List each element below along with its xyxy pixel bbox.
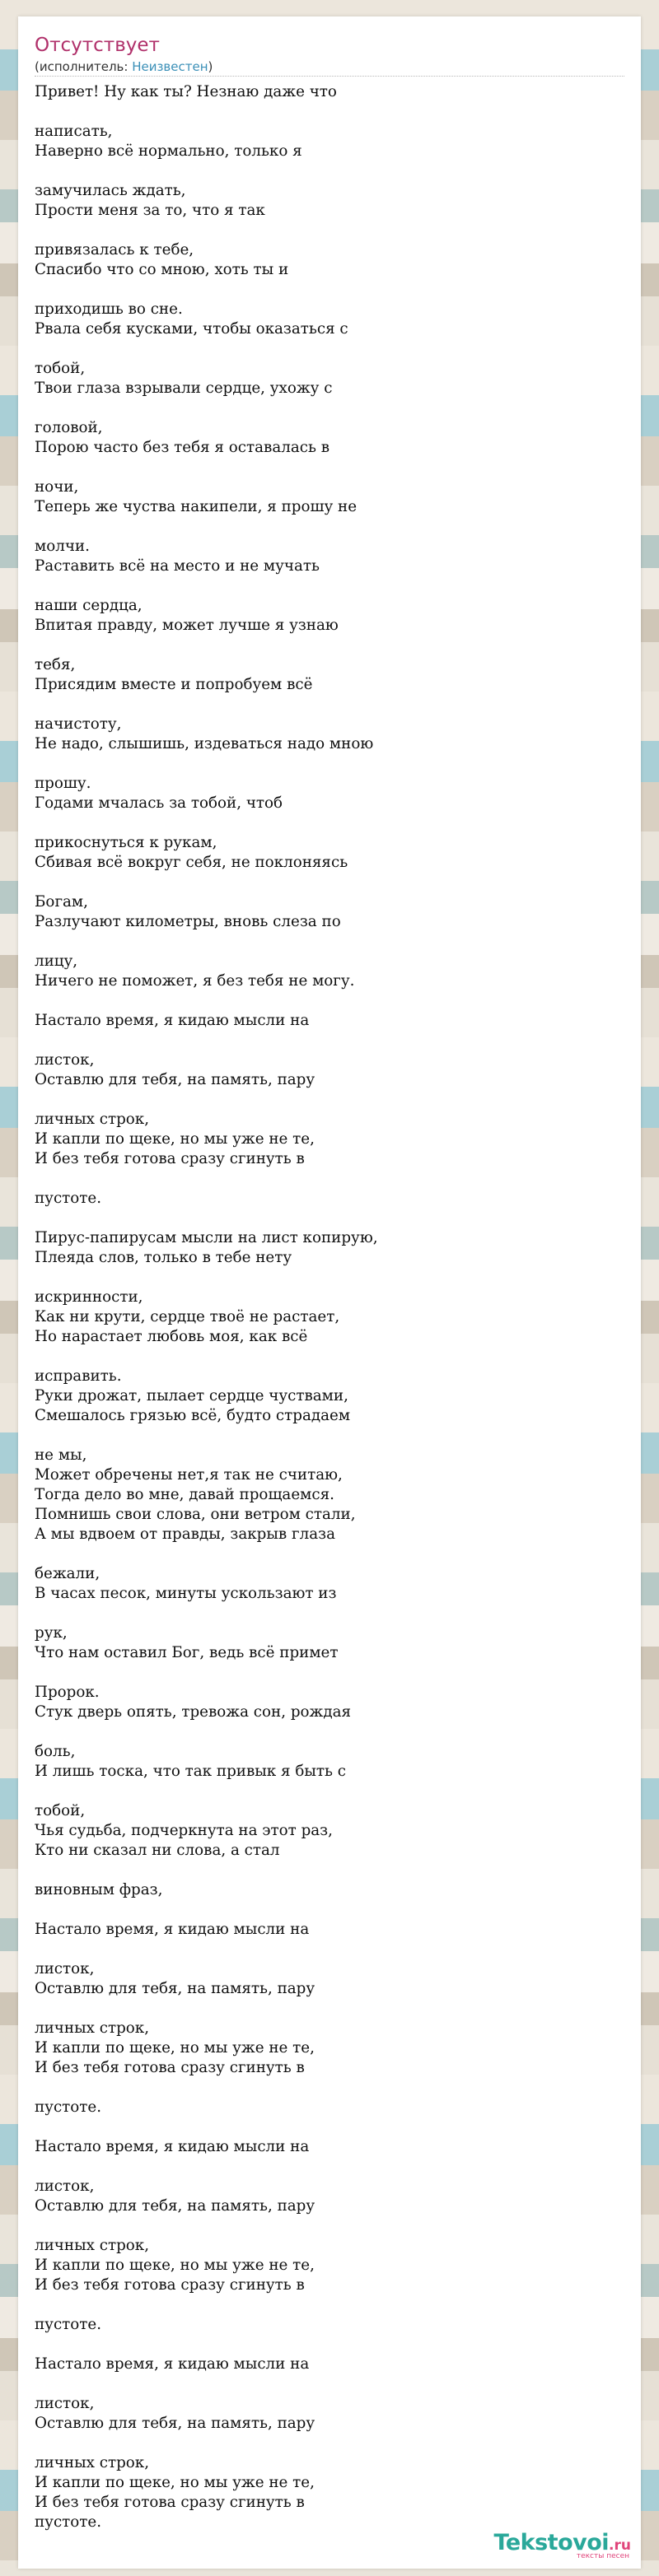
- lyric-blank-line: [35, 576, 624, 596]
- lyric-line: личных строк,: [35, 2019, 150, 2037]
- lyric-line: Твои глаза взрывали сердце, ухожу с: [35, 380, 333, 397]
- lyric-line: написать,: [35, 123, 113, 140]
- lyric-line: А мы вдвоем от правды, закрыв глаза: [35, 1526, 335, 1543]
- lyric-line: тобой,: [35, 1802, 86, 1819]
- lyric-line: Плеяда слов, только в тебе нету: [35, 1249, 292, 1266]
- logo-tld: .ru: [609, 2537, 631, 2554]
- lyric-blank-line: [35, 221, 624, 240]
- lyric-line: И капли по щеке, но мы уже не те,: [35, 2257, 315, 2274]
- lyric-blank-line: [35, 1031, 624, 1050]
- lyric-line: Ничего не поможет, я без тебя не могу.: [35, 972, 355, 990]
- lyric-line: пустоте.: [35, 1190, 102, 1207]
- lyric-line: замучилась ждать,: [35, 182, 186, 199]
- lyric-line: листок,: [35, 1960, 95, 1977]
- lyric-blank-line: [35, 1090, 624, 1110]
- lyric-blank-line: [35, 695, 624, 715]
- artist-link[interactable]: Неизвестен: [132, 59, 208, 74]
- lyric-line: И капли по щеке, но мы уже не те,: [35, 2474, 315, 2491]
- lyric-blank-line: [35, 1663, 624, 1683]
- lyric-line: Тогда дело во мне, давай прощаемся.: [35, 1486, 334, 1503]
- lyric-line: Настало время, я кидаю мысли на: [35, 2355, 310, 2373]
- lyric-blank-line: [35, 754, 624, 774]
- artist-suffix: ): [208, 59, 213, 74]
- lyric-blank-line: [35, 280, 624, 300]
- lyric-line: Оставлю для тебя, на память, пару: [35, 2197, 315, 2215]
- lyric-line: Чья судьба, подчеркнута на этот раз,: [35, 1822, 333, 1839]
- lyric-line: В часах песок, минуты ускользают из: [35, 1585, 337, 1602]
- lyric-line: Может обречены нет,я так не считаю,: [35, 1466, 343, 1484]
- lyric-line: пустоте.: [35, 2513, 102, 2531]
- lyric-line: Спасибо что со мною, хоть ты и: [35, 261, 289, 278]
- lyric-blank-line: [35, 636, 624, 655]
- lyric-line: Помнишь свои слова, они ветром стали,: [35, 1506, 356, 1523]
- lyric-blank-line: [35, 2335, 624, 2355]
- lyric-line: Стук дверь опять, тревожа сон, рождая: [35, 1703, 352, 1721]
- lyric-line: головой,: [35, 419, 103, 436]
- lyric-line: лицу,: [35, 953, 78, 970]
- lyric-line: тобой,: [35, 360, 86, 377]
- lyric-blank-line: [35, 2295, 624, 2315]
- lyric-line: бежали,: [35, 1565, 100, 1582]
- lyric-line: Настало время, я кидаю мысли на: [35, 1921, 310, 1938]
- lyric-line: Кто ни сказал ни слова, а стал: [35, 1842, 280, 1859]
- lyric-blank-line: [35, 1268, 624, 1288]
- lyric-blank-line: [35, 1722, 624, 1742]
- lyric-blank-line: [35, 1604, 624, 1623]
- lyric-blank-line: [35, 102, 624, 122]
- lyric-line: прошу.: [35, 775, 91, 792]
- lyric-line: Не надо, слышишь, издеваться надо мною: [35, 735, 374, 752]
- lyric-line: Порою часто без тебя я оставалась в: [35, 439, 330, 456]
- lyric-line: Пророк.: [35, 1684, 100, 1701]
- lyric-blank-line: [35, 1900, 624, 1920]
- lyric-line: Но нарастает любовь моя, как всё: [35, 1328, 308, 1345]
- lyric-line: Присядим вместе и попробуем всё: [35, 676, 313, 693]
- lyric-line: Руки дрожат, пылает сердце чуствами,: [35, 1387, 348, 1404]
- song-title: Отсутствует: [35, 35, 160, 56]
- lyrics-card: [18, 16, 641, 2569]
- lyric-line: Разлучают километры, вновь слеза по: [35, 913, 341, 930]
- lyric-blank-line: [35, 991, 624, 1011]
- lyric-blank-line: [35, 458, 624, 477]
- lyric-line: личных строк,: [35, 2237, 150, 2254]
- lyric-line: начистоту,: [35, 715, 122, 733]
- lyric-blank-line: [35, 813, 624, 833]
- lyric-line: Теперь же чуства накипели, я прошу не: [35, 498, 358, 515]
- lyric-blank-line: [35, 1940, 624, 1959]
- lyric-blank-line: [35, 517, 624, 537]
- lyric-line: рук,: [35, 1624, 68, 1642]
- lyric-line: Богам,: [35, 893, 88, 911]
- lyric-line: И капли по щеке, но мы уже не те,: [35, 1130, 315, 1148]
- lyric-line: И без тебя готова сразу сгинуть в: [35, 1150, 305, 1167]
- lyric-line: Наверно всё нормально, только я: [35, 142, 302, 160]
- lyric-line: прикоснуться к рукам,: [35, 834, 217, 851]
- lyric-blank-line: [35, 398, 624, 418]
- lyric-line: Оставлю для тебя, на память, пару: [35, 2415, 315, 2432]
- lyric-line: виновным фраз,: [35, 1881, 163, 1898]
- lyric-line: ночи,: [35, 478, 79, 496]
- lyric-blank-line: [35, 1209, 624, 1228]
- artist-line: [35, 59, 213, 74]
- lyric-blank-line: [35, 1999, 624, 2019]
- lyric-line: Настало время, я кидаю мысли на: [35, 2138, 310, 2155]
- lyric-line: Смешалось грязью всё, будто страдаем: [35, 1407, 351, 1424]
- artist-prefix: (исполнитель:: [35, 59, 133, 74]
- lyric-line: И лишь тоска, что так привык я быть с: [35, 1763, 347, 1780]
- lyric-blank-line: [35, 1861, 624, 1880]
- lyric-line: Рвала себя кусками, чтобы оказаться с: [35, 320, 348, 338]
- lyric-blank-line: [35, 2157, 624, 2177]
- lyric-blank-line: [35, 2434, 624, 2453]
- lyric-line: Настало время, я кидаю мысли на: [35, 1012, 310, 1029]
- lyric-blank-line: [35, 2078, 624, 2098]
- lyric-blank-line: [35, 339, 624, 359]
- lyric-line: листок,: [35, 1051, 95, 1069]
- lyric-blank-line: [35, 2374, 624, 2394]
- lyric-line: И без тебя готова сразу сгинуть в: [35, 2494, 305, 2511]
- lyric-line: исправить.: [35, 1367, 122, 1385]
- lyric-line: искринности,: [35, 1288, 143, 1306]
- lyric-line: И без тебя готова сразу сгинуть в: [35, 2059, 305, 2076]
- lyric-blank-line: [35, 161, 624, 181]
- lyric-line: И капли по щеке, но мы уже не те,: [35, 2039, 315, 2057]
- lyric-line: приходишь во сне.: [35, 300, 183, 318]
- header-divider: [35, 76, 624, 77]
- lyric-line: не мы,: [35, 1446, 87, 1464]
- lyric-line: пустоте.: [35, 2099, 102, 2116]
- lyric-line: личных строк,: [35, 1111, 150, 1128]
- lyric-blank-line: [35, 2117, 624, 2137]
- lyric-line: личных строк,: [35, 2454, 150, 2471]
- lyric-line: наши сердца,: [35, 597, 143, 614]
- lyric-line: И без тебя готова сразу сгинуть в: [35, 2276, 305, 2294]
- lyric-blank-line: [35, 1544, 624, 1564]
- lyric-line: пустоте.: [35, 2316, 102, 2333]
- site-logo[interactable]: [494, 2530, 631, 2560]
- lyric-blank-line: [35, 2216, 624, 2236]
- lyric-blank-line: [35, 873, 624, 892]
- lyrics-text: [35, 82, 624, 2532]
- lyric-line: Как ни крути, сердце твоё не растает,: [35, 1308, 340, 1325]
- lyric-line: Прости меня за то, что я так: [35, 202, 265, 219]
- lyric-line: боль,: [35, 1743, 76, 1760]
- lyric-blank-line: [35, 1782, 624, 1801]
- lyric-line: Оставлю для тебя, на память, пару: [35, 1980, 315, 1997]
- logo-tagline: тексты песен: [576, 2552, 629, 2560]
- lyric-blank-line: [35, 1347, 624, 1367]
- lyric-line: Что нам оставил Бог, ведь всё примет: [35, 1644, 339, 1661]
- lyric-blank-line: [35, 932, 624, 952]
- lyric-line: Годами мчалась за тобой, чтоб: [35, 794, 283, 812]
- lyric-line: молчи.: [35, 538, 90, 555]
- lyric-line: тебя,: [35, 656, 76, 673]
- lyric-line: Раставить всё на место и не мучать: [35, 557, 320, 575]
- lyric-blank-line: [35, 1169, 624, 1189]
- lyric-blank-line: [35, 1426, 624, 1446]
- lyric-line: привязалась к тебе,: [35, 241, 194, 259]
- lyric-line: Сбивая всё вокруг себя, не поклоняясь: [35, 854, 348, 871]
- lyric-line: Пирус-папирусам мысли на лист копирую,: [35, 1229, 378, 1246]
- lyric-line: Впитая правду, может лучше я узнаю: [35, 617, 339, 634]
- lyric-line: листок,: [35, 2178, 95, 2195]
- lyric-line: Оставлю для тебя, на память, пару: [35, 1071, 315, 1088]
- lyric-line: Привет! Ну как ты? Незнаю даже что: [35, 83, 337, 100]
- lyric-line: листок,: [35, 2395, 95, 2412]
- logo-brand: Tekstovoi: [493, 2530, 610, 2555]
